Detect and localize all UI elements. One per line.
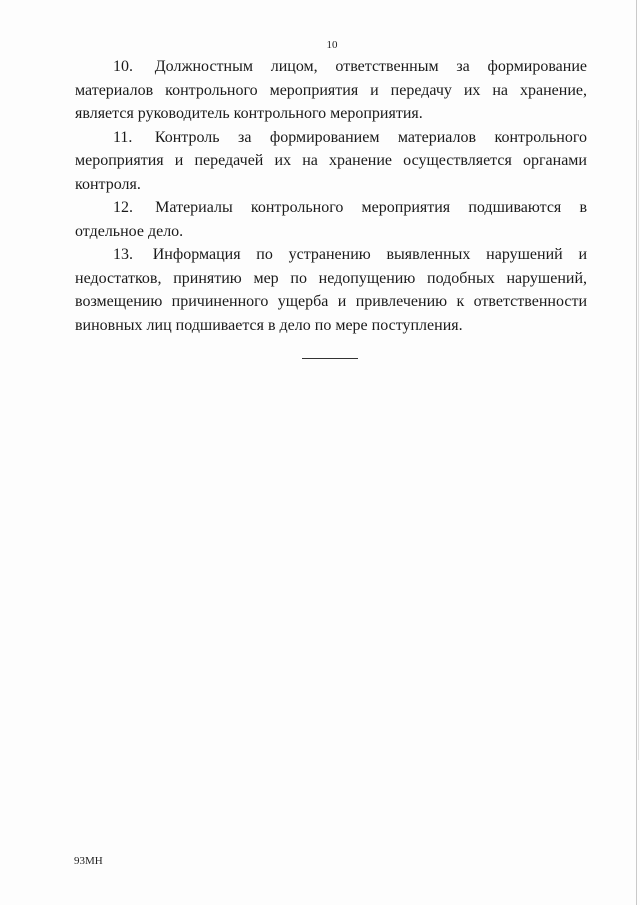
- footer-document-code: 93МН: [74, 855, 103, 867]
- paragraph-11: [75, 126, 587, 197]
- paragraph-12: [75, 196, 587, 243]
- scan-edge-line-secondary: [638, 120, 639, 760]
- paragraph-number: 11.: [113, 128, 133, 146]
- paragraph-number: 10.: [113, 58, 133, 75]
- paragraph-number: 13.: [113, 246, 133, 263]
- page-number: 10: [326, 39, 338, 51]
- paragraph-text: Должностным лицом, ответственным за формирование материалов контрольного мероприятия и передачу их на хранение, является руководитель контрольного мероприятия.: [75, 58, 587, 122]
- paragraph-text: Материалы контрольного мероприятия подшиваются в отдельное дело.: [75, 199, 588, 240]
- paragraph-number: 12.: [113, 199, 133, 216]
- end-of-text-rule: [302, 358, 358, 359]
- document-body: [75, 55, 587, 337]
- paragraph-13: [75, 243, 587, 337]
- paragraph-text: Информация по устранению выявленных нарушений и недостатков, принятию мер по недопущению подобных нарушений, возмещению причиненного ущерба и привлечению к ответственности виновных лиц подшивается в дело по мере поступления.: [75, 246, 587, 334]
- scan-edge-line: [636, 0, 637, 905]
- paragraph-10: [75, 55, 587, 126]
- paragraph-text: Контроль за формированием материалов контрольного мероприятия и передачей их на хранение осуществляется органами контроля.: [75, 128, 588, 193]
